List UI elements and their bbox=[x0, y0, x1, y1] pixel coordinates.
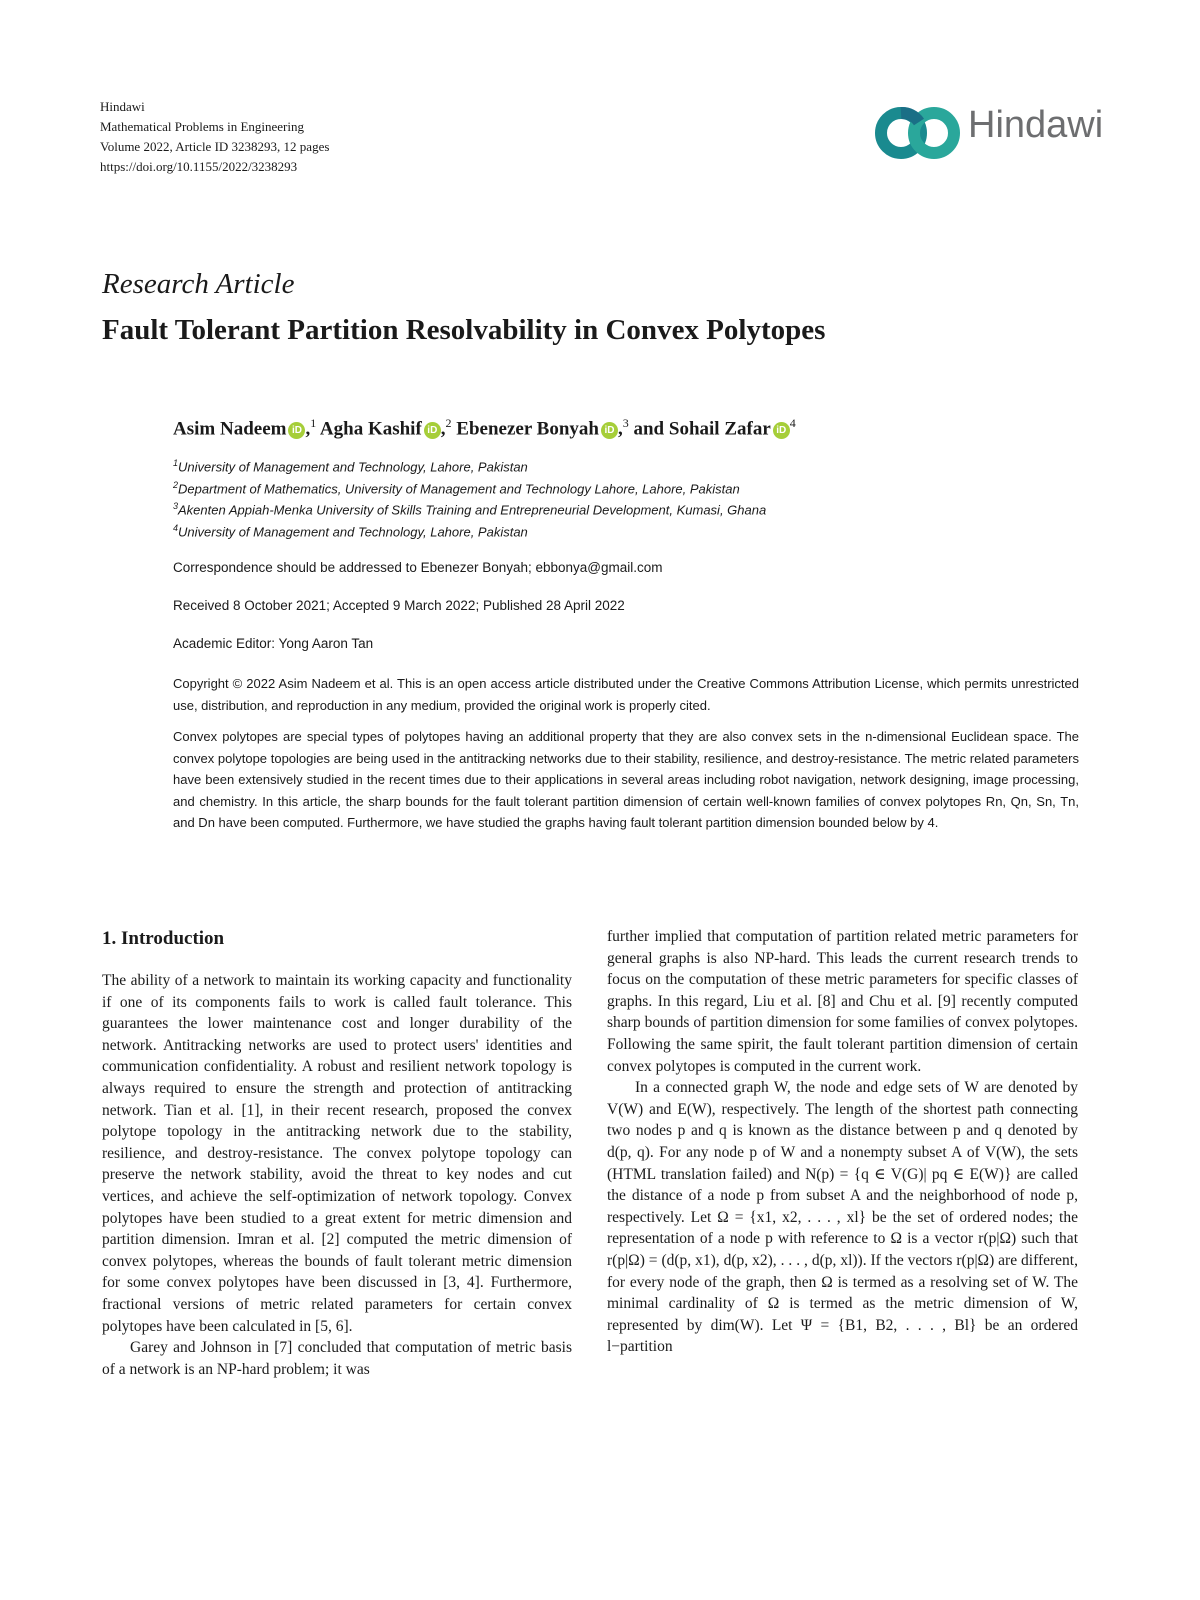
journal-name: Mathematical Problems in Engineering bbox=[100, 119, 304, 134]
author-list: Asim Nadeem iD ,$^1$ Agha Kashif iD ,$^2$ Ebenezer Bonyah iD ,$^3$ and Sohail Zafar $iD^4$ bbox=[173, 416, 796, 440]
publisher-name: Hindawi bbox=[100, 99, 145, 114]
affiliation-4 bbox=[173, 523, 528, 539]
author-affiliation-marker: 2 bbox=[445, 416, 452, 430]
right-column bbox=[607, 926, 1078, 1358]
body-paragraph: Garey and Johnson in [7] concluded that computation of metric basis of a network is an NP-hard problem; it was bbox=[102, 1339, 572, 1378]
article-type: Research Article bbox=[102, 268, 295, 300]
orcid-icon[interactable]: iD bbox=[424, 422, 441, 439]
author-prefix: and bbox=[633, 418, 669, 440]
abstract: Convex polytopes are special types of polytopes having an additional property that they are also convex sets in the n-dimensional Euclidean space. The convex polytope topologies are being used in the antitracking networks due to their stability, resilience, and destroy-resistance. The metric related parameters have been extensively studied in the recent times due to their applications in several areas including robot navigation, network designing, image processing, and chemistry. In this article, the sharp bounds for the fault tolerant partition dimension of certain well-known families of convex polytopes Rn, Qn, Sn, Tn, and Dn have been computed. Furthermore, we have studied the graphs having fault tolerant partition dimension bounded below by 4. bbox=[173, 729, 1079, 830]
affiliation-text: Akenten Appiah-Menka University of Skills Training and Entrepreneurial Development, Kumasi, Ghana bbox=[178, 502, 767, 518]
affiliation-number: 2 bbox=[173, 480, 179, 490]
affiliation-2 bbox=[173, 480, 740, 496]
affiliation-number: 4 bbox=[173, 523, 179, 533]
doi-link[interactable]: https://doi.org/10.1155/2022/3238293 bbox=[100, 159, 298, 174]
author-affiliation-marker: 3 bbox=[622, 416, 629, 430]
body-paragraph: In a connected graph W, the node and edge sets of W are denoted by V(W) and E(W), respectively. The length of the shortest path connecting two nodes p and q is known as the distance between p and q denoted by d(p, q). For any node p of W and a nonempty subset A of V(W), the sets (HTML translation failed) and N(p) = {q ∈ V(G)| pq ∈ E(W)} are called the distance of a node p from subset A and the neighborhood of node p, respectively. Let Ω = {x1, x2, . . . , xl} be the set of ordered nodes; the representation of a node p with reference to Ω is a vector r(p|Ω) such that r(p|Ω) = (d(p, x1), d(p, x2), . . . , d(p, xl)). If the vectors r(p|Ω) are different, for every node of the graph, then Ω is termed as a resolving set of W. The minimal cardinality of Ω is termed as the metric dimension of W, represented by dim(W). Let Ψ = {B1, B2, . . . , Bl} be an ordered l−partition bbox=[607, 1079, 1078, 1356]
correspondence: Correspondence should be addressed to Ebenezer Bonyah; ebbonya@gmail.com bbox=[173, 560, 663, 575]
body-paragraph: The ability of a network to maintain its working capacity and functionality if one of its components fails to work is called fault tolerance. This guarantees the lower maintenance cost and longer durability of the network. Antitracking networks are used to protect users' identities and communication confidentiality. A robust and resilient network topology is always required to ensure the strength and protection of antitracking network. Tian et al. [1], in their recent research, proposed the convex polytope topology in the antitracking network due to the stability, resilience, and destroy-resistance. The convex polytope topology can preserve the network stability, avoid the threat to key nodes and cut vertices, and achieve the self-optimization of network topology. Convex polytopes have been studied to a great extent for metric dimension and partition dimension. Imran et al. [2] computed the metric dimension of convex polytopes, whereas the bounds of fault tolerant metric dimension for some convex polytopes have been discussed in [3, 4]. Furthermore, fractional versions of metric related parameters for certain convex polytopes have been calculated in [5, 6]. bbox=[102, 972, 572, 1335]
copyright-notice: Copyright © 2022 Asim Nadeem et al. This is an open access article distributed under the Creative Commons Attribution License, which permits unrestricted use, distribution, and reproduction in any medium, provided the original work is properly cited. bbox=[173, 676, 1079, 713]
logo-wordmark: Hindawi bbox=[968, 104, 1104, 146]
section-heading: 1. Introduction bbox=[102, 928, 225, 949]
affiliation-1 bbox=[173, 458, 528, 474]
left-column bbox=[102, 970, 572, 1380]
volume-info: Volume 2022, Article ID 3238293, 12 pages bbox=[100, 139, 330, 154]
affiliation-number: 1 bbox=[173, 458, 179, 468]
journal-header bbox=[100, 97, 329, 177]
academic-editor: Academic Editor: Yong Aaron Tan bbox=[173, 636, 374, 651]
publication-dates: Received 8 October 2021; Accepted 9 March 2022; Published 28 April 2022 bbox=[173, 598, 625, 613]
article-title: Fault Tolerant Partition Resolvability in Convex Polytopes bbox=[102, 314, 826, 346]
author-name: Ebenezer Bonyah bbox=[456, 418, 599, 440]
body-paragraph: further implied that computation of partition related metric parameters for general graphs is also NP-hard. This leads the current research trends to focus on the computation of these metric parameters for specific classes of graphs. In this regard, Liu et al. [8] and Chu et al. [9] recently computed sharp bounds of partition dimension for some families of convex polytopes. Following the same spirit, the fault tolerant partition dimension of certain convex polytopes is computed in the current work. bbox=[607, 928, 1078, 1075]
affiliation-text: University of Management and Technology, Lahore, Pakistan bbox=[178, 459, 528, 475]
author-affiliation-marker: 1 bbox=[310, 416, 317, 430]
author-name: Agha Kashif bbox=[319, 418, 422, 440]
orcid-icon[interactable]: iD bbox=[773, 422, 790, 439]
affiliation-number: 3 bbox=[173, 501, 179, 511]
affiliation-3 bbox=[173, 501, 766, 517]
affiliation-text: Department of Mathematics, University of Management and Technology Lahore, Lahore, Pakistan bbox=[178, 481, 740, 497]
affiliation-text: University of Management and Technology, Lahore, Pakistan bbox=[178, 524, 528, 540]
author-affiliation-marker: 4 bbox=[789, 416, 796, 430]
orcid-icon[interactable]: iD bbox=[601, 422, 618, 439]
author-name: Sohail Zafar bbox=[668, 418, 771, 440]
author-name: Asim Nadeem bbox=[173, 418, 287, 440]
hindawi-logo bbox=[874, 100, 1114, 166]
hindawi-logo-icon bbox=[874, 100, 966, 166]
orcid-icon[interactable]: iD bbox=[288, 422, 305, 439]
